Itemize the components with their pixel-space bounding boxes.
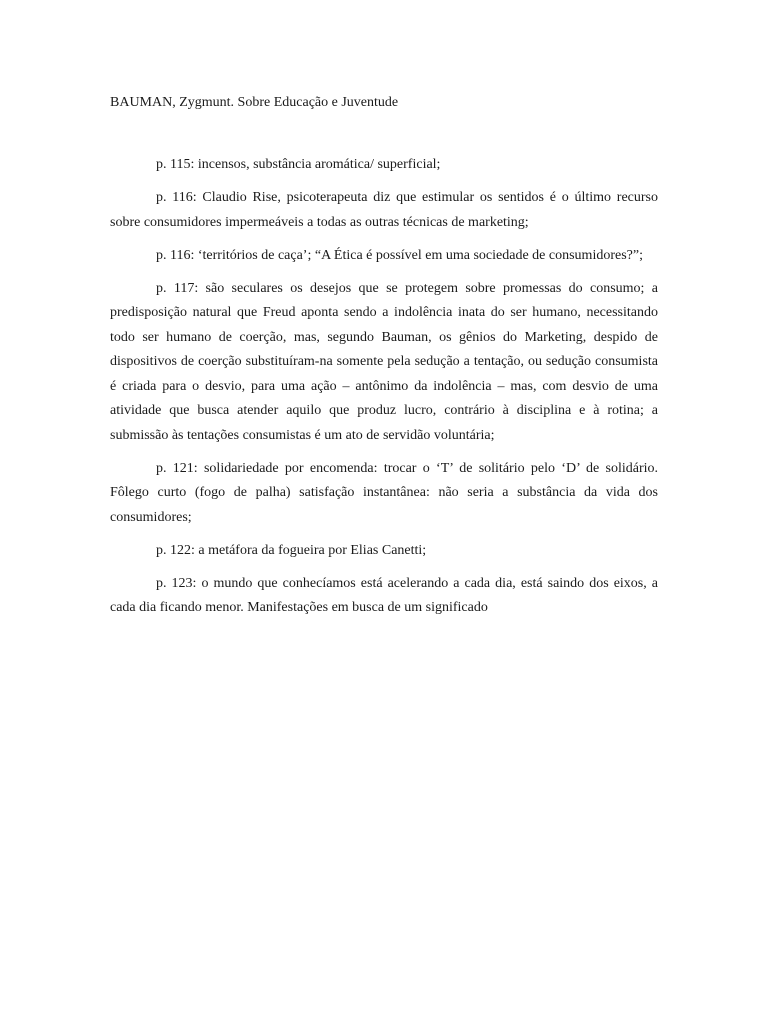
note-p122: p. 122: a metáfora da fogueira por Elias Canetti; xyxy=(156,542,427,558)
note-p121: p. 121: solidariedade por encomenda: trocar o ‘T’ de solitário pelo ‘D’ de solidário. Fôlego curto (fogo de palha) satisfação instantânea: não seria a substância da vida dos consumidores; xyxy=(110,460,658,525)
document-title: BAUMAN, Zygmunt. Sobre Educação e Juventude xyxy=(110,95,399,110)
note-p116-territorios: p. 116: ‘territórios de caça’; “A Ética é possível em uma sociedade de consumidores?”; xyxy=(156,247,643,263)
note-p116-claudio-rise: p. 116: Claudio Rise, psicoterapeuta diz que estimular os sentidos é o último recurso sobre consumidores impermeáveis a todas as outras técnicas de marketing; xyxy=(110,190,658,230)
notes-list xyxy=(110,153,658,629)
note-p115: p. 115: incensos, substância aromática/ superficial; xyxy=(156,157,441,172)
note-p123: p. 123: o mundo que conhecíamos está acelerando a cada dia, está saindo dos eixos, a cada dia ficando menor. Manifestações em busca de um significado xyxy=(110,575,658,615)
note-p117: p. 117: são seculares os desejos que se protegem sobre promessas do consumo; a predisposição natural que Freud aponta sendo a indolência inata do ser humano, necessitando todo ser humano de coerção, mas, segundo Bauman, os gênios do Marketing, despido de dispositivos de coerção substituíram-na somente pela sedução a tentação, ou sedução consumista é criada para o desvio, para uma ação – antônimo da indolência – mas, com desvio de uma atividade que busca atender aquilo que produz lucro, contrário à disciplina e à rotina; a submissão às tentações consumistas é um ato de servidão voluntária; xyxy=(110,280,658,443)
